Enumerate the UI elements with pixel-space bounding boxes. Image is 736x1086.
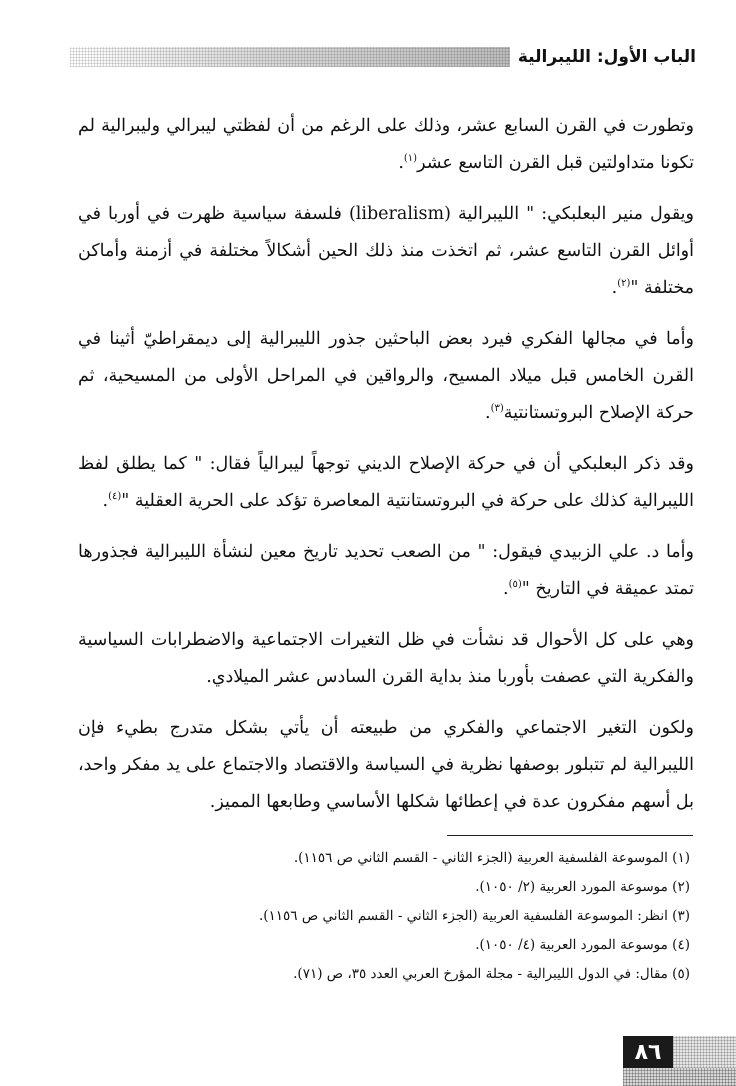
paragraph bbox=[78, 321, 694, 432]
paragraph-end: . bbox=[503, 579, 509, 599]
paragraph-end: . bbox=[484, 403, 491, 423]
header-pattern-band bbox=[70, 47, 510, 67]
footnote-separator bbox=[447, 835, 693, 836]
paragraph-end: . bbox=[398, 153, 404, 173]
footnote: (١) الموسوعة الفلسفية العربية (الجزء الثاني - القسم الثاني ص ١١٥٦). bbox=[293, 850, 690, 866]
paragraph-end: . bbox=[102, 491, 109, 511]
paragraph-text: وتطورت في القرن السابع عشر، وذلك على الرغم من أن لفظتي ليبرالي وليبرالية لم تكونا متداولتين قبل القرن التاسع عشر bbox=[78, 116, 694, 173]
paragraph-text: وأما د. علي الزبيدي فيقول: " من الصعب تحديد تاريخ معين لنشأة الليبرالية فجذورها تمتد عميقة في التاريخ " bbox=[78, 542, 694, 599]
paragraph bbox=[78, 446, 694, 520]
footnote: (٥) مقال: في الدول الليبرالية - مجلة المؤرخ العربي العدد ٣٥، ص (٧١). bbox=[293, 966, 690, 982]
paragraph-text: وهي على كل الأحوال قد نشأت في ظل التغيرات الاجتماعية والاضطرابات السياسية والفكرية التي عصفت بأوربا منذ بداية القرن السادس عشر الميلادي. bbox=[78, 630, 694, 687]
footnote: (٤) موسوعة المورد العربية (٤/ ١٠٥٠). bbox=[475, 937, 690, 953]
body-text bbox=[78, 108, 694, 835]
footnote-ref: (٣) bbox=[490, 403, 504, 415]
footnote-ref: (١) bbox=[403, 153, 418, 165]
footnote-ref: (٥) bbox=[508, 579, 522, 591]
paragraph-text: وقد ذكر البعلبكي أن في حركة الإصلاح الديني توجهاً ليبرالياً فقال: " كما يطلق لفظ الليبرالية كذلك على حركة في البروتستانتية المعاصرة تؤكد على الحرية العقلية " bbox=[78, 454, 694, 511]
paragraph bbox=[78, 710, 694, 821]
footnote: (٢) موسوعة المورد العربية (٢/ ١٠٥٠). bbox=[475, 879, 690, 895]
page-number: ٨٦ bbox=[623, 1036, 673, 1068]
paragraph bbox=[78, 622, 694, 696]
footnote: (٣) انظر: الموسوعة الفلسفية العربية (الجزء الثاني - القسم الثاني ص ١١٥٦). bbox=[258, 908, 690, 924]
paragraph-end: . bbox=[611, 278, 618, 298]
chapter-title: الباب الأول: الليبرالية bbox=[517, 47, 696, 67]
corner-pattern bbox=[673, 1036, 736, 1068]
footnote-ref: (٤) bbox=[108, 491, 122, 503]
paragraph-text: ولكون التغير الاجتماعي والفكري من طبيعته أن يأتي بشكل متدرج بطيء فإن الليبرالية لم تتبلور بوصفها نظرية في السياسة والاقتصاد والاجتماع على يد مفكر واحد، بل أسهم مفكرون عدة في إعطائها شكلها الأساسي وطابعها المميز. bbox=[78, 718, 694, 812]
paragraph bbox=[78, 534, 694, 608]
corner-pattern bbox=[623, 1068, 736, 1086]
running-header bbox=[70, 40, 696, 74]
paragraph bbox=[78, 108, 694, 182]
footnote-ref: (٢) bbox=[617, 278, 631, 290]
paragraph-text: وأما في مجالها الفكري فيرد بعض الباحثين جذور الليبرالية إلى ديمقراطيّ أثينا في القرن الخامس قبل ميلاد المسيح، والرواقين في المراحل الأولى من المسيحية، ثم حركة الإصلاح البروتستانتية bbox=[78, 329, 694, 423]
footnotes bbox=[78, 844, 694, 989]
paragraph-text: ويقول منير البعلبكي: " الليبرالية (liberalism) فلسفة سياسية ظهرت في أوربا في أوائل القرن التاسع عشر، ثم اتخذت منذ ذلك الحين أشكالاً مختلفة في أزمنة وأماكن مختلفة " bbox=[78, 204, 694, 298]
paragraph bbox=[78, 196, 694, 307]
